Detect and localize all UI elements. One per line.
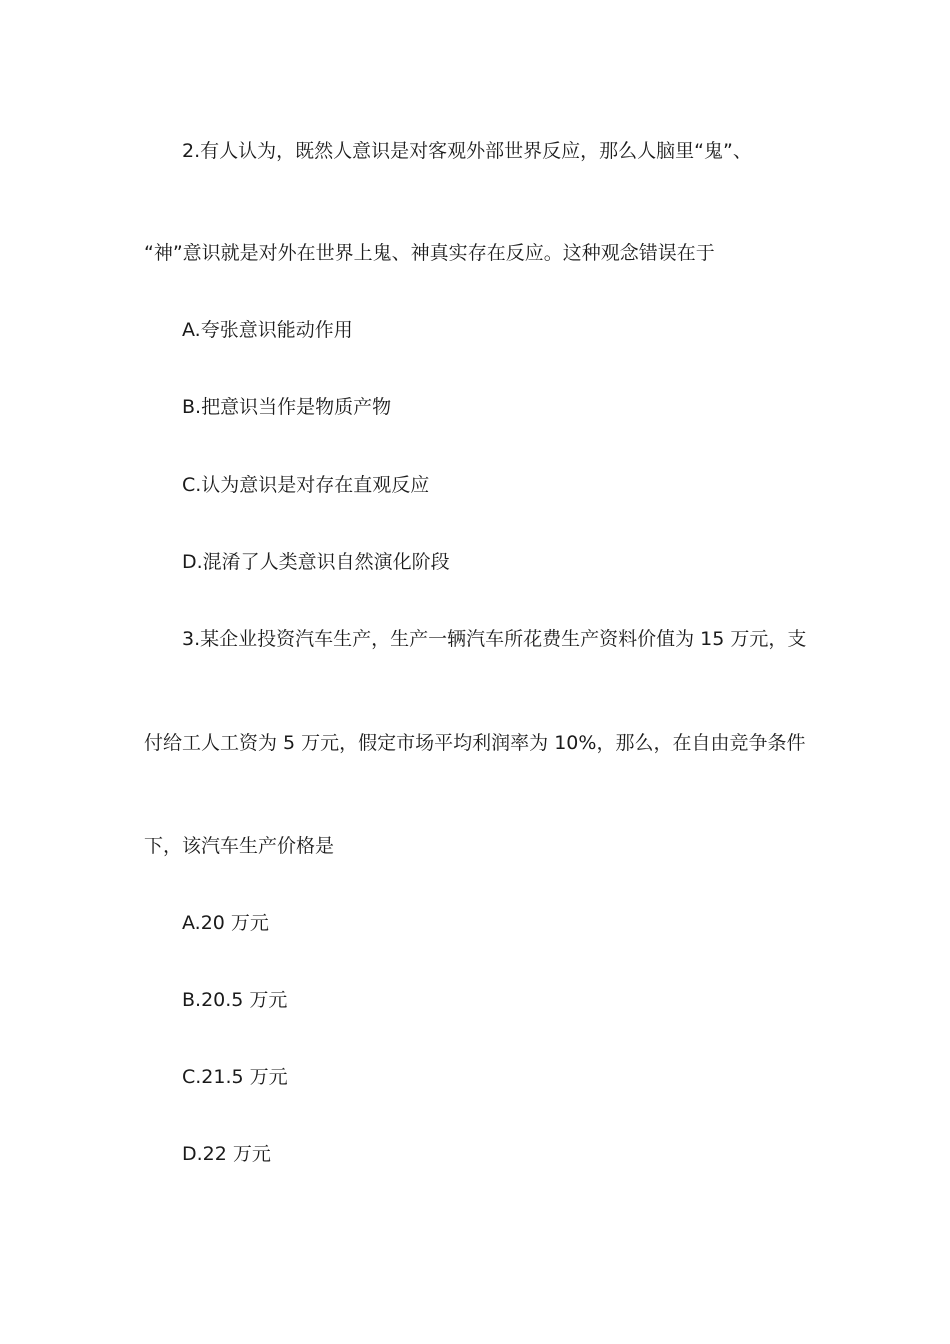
question-stem-line: 下，该汽车生产价格是 <box>144 835 335 857</box>
option-a: A.夸张意识能动作用 <box>182 319 353 341</box>
option-c: C.21.5 万元 <box>182 1066 288 1088</box>
option-b: B.20.5 万元 <box>182 989 288 1011</box>
question-stem-line: 3.某企业投资汽车生产，生产一辆汽车所花费生产资料价值为 15 万元，支 <box>182 628 807 650</box>
option-d: D.混淆了人类意识自然演化阶段 <box>182 551 450 573</box>
option-d: D.22 万元 <box>182 1143 271 1165</box>
option-a: A.20 万元 <box>182 912 269 934</box>
question-stem-line: 付给工人工资为 5 万元，假定市场平均利润率为 10%，那么，在自由竞争条件 <box>144 732 806 754</box>
question-stem-line: 2.有人认为，既然人意识是对客观外部世界反应，那么人脑里“鬼”、 <box>182 140 752 162</box>
question-stem-line: “神”意识就是对外在世界上鬼、神真实存在反应。这种观念错误在于 <box>144 242 715 264</box>
option-b: B.把意识当作是物质产物 <box>182 396 392 418</box>
option-c: C.认为意识是对存在直观反应 <box>182 474 430 496</box>
